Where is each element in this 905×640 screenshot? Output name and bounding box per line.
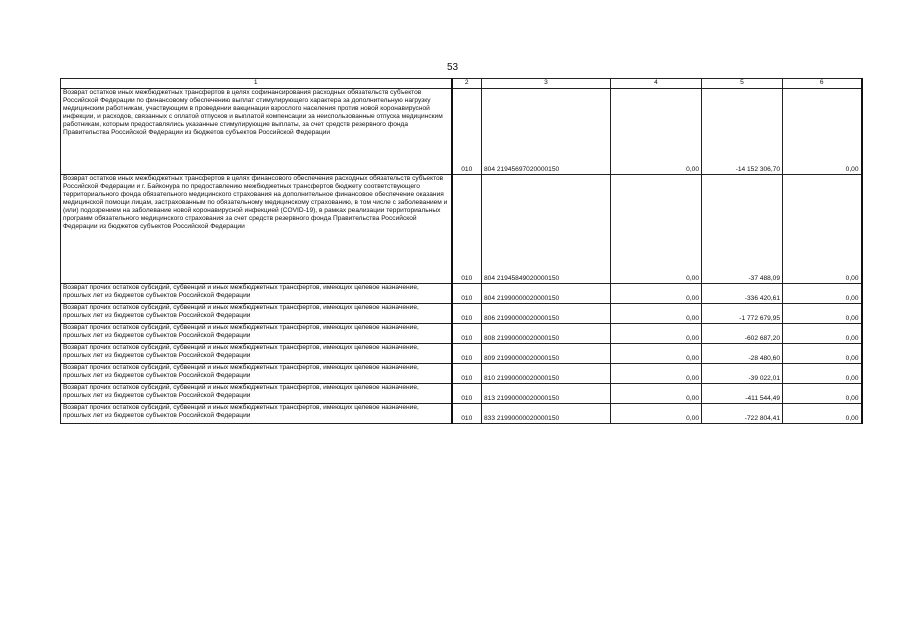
row-line-code: 010 bbox=[452, 175, 482, 284]
row-line-code: 010 bbox=[452, 344, 482, 364]
row-col4-value: 0,00 bbox=[611, 89, 702, 175]
row-col6-value: 0,00 bbox=[783, 364, 862, 384]
row-description: Возврат остатков иных межбюджетных трансфертов в целях финансового обеспечения расходных обязательств субъектов Российской Федерации и г. Байконура по предоставлению межбюджетных трансфертов бюджету соответствующего территориального фонда обязательного медицинского страхования на дополнительное финансовое обеспечение оказания медицинской помощи лицам, застрахованным по обязательному медицинскому страхованию, в том числе с заболеванием и (или) подозрением на заболевание новой коронавирусной инфекцией (COVID-19), в рамках реализации территориальных программ обязательного медицинского страхования за счет средств резервного фонда Правительства Российской Федерации из бюджетов субъектов Российской Федерации bbox=[61, 175, 452, 284]
row-col5-value: -28 480,60 bbox=[702, 344, 783, 364]
row-col6-value: 0,00 bbox=[783, 404, 862, 424]
row-budget-code: 833 21990000020000150 bbox=[482, 404, 611, 424]
row-col6-value: 0,00 bbox=[783, 284, 862, 304]
table-row bbox=[61, 284, 862, 304]
row-description: Возврат прочих остатков субсидий, субвенций и иных межбюджетных трансфертов, имеющих целевое назначение, прошлых лет из бюджетов субъектов Российской Федерации bbox=[61, 304, 452, 324]
row-col5-value: -39 022,01 bbox=[702, 364, 783, 384]
row-col5-value: -722 804,41 bbox=[702, 404, 783, 424]
header-col-1: 1 bbox=[61, 79, 452, 89]
table-row bbox=[61, 384, 862, 404]
row-col4-value: 0,00 bbox=[611, 175, 702, 284]
row-line-code: 010 bbox=[452, 404, 482, 424]
header-col-6: 6 bbox=[783, 79, 862, 89]
row-budget-code: 813 21990000020000150 bbox=[482, 384, 611, 404]
row-col5-value: -14 152 306,70 bbox=[702, 89, 783, 175]
row-line-code: 010 bbox=[452, 284, 482, 304]
row-col5-value: -1 772 679,95 bbox=[702, 304, 783, 324]
row-col5-value: -602 687,20 bbox=[702, 324, 783, 344]
row-description: Возврат прочих остатков субсидий, субвенций и иных межбюджетных трансфертов, имеющих целевое назначение, прошлых лет из бюджетов субъектов Российской Федерации bbox=[61, 364, 452, 384]
row-description: Возврат прочих остатков субсидий, субвенций и иных межбюджетных трансфертов, имеющих целевое назначение, прошлых лет из бюджетов субъектов Российской Федерации bbox=[61, 384, 452, 404]
row-col4-value: 0,00 bbox=[611, 304, 702, 324]
table-row bbox=[61, 175, 862, 284]
row-col4-value: 0,00 bbox=[611, 344, 702, 364]
header-row bbox=[61, 79, 862, 89]
row-line-code: 010 bbox=[452, 89, 482, 175]
row-col4-value: 0,00 bbox=[611, 324, 702, 344]
row-description: Возврат прочих остатков субсидий, субвенций и иных межбюджетных трансфертов, имеющих целевое назначение, прошлых лет из бюджетов субъектов Российской Федерации bbox=[61, 344, 452, 364]
row-line-code: 010 bbox=[452, 364, 482, 384]
row-line-code: 010 bbox=[452, 304, 482, 324]
table-row bbox=[61, 324, 862, 344]
header-col-4: 4 bbox=[611, 79, 702, 89]
row-description: Возврат прочих остатков субсидий, субвенций и иных межбюджетных трансфертов, имеющих целевое назначение, прошлых лет из бюджетов субъектов Российской Федерации bbox=[61, 324, 452, 344]
page-number: 53 bbox=[446, 62, 459, 73]
row-col4-value: 0,00 bbox=[611, 404, 702, 424]
row-col4-value: 0,00 bbox=[611, 384, 702, 404]
row-description: Возврат остатков иных межбюджетных трансфертов в целях софинансирования расходных обязательств субъектов Российской Федерации по финансовому обеспечению выплат стимулирующего характера за дополнительную нагрузку медицинским работникам, участвующим в проведении вакцинации взрослого населения против новой коронавирусной инфекции, и расходов, связанных с оплатой отпусков и выплатой компенсации за неиспользованные отпуска медицинским работникам, которым предоставлялись указанные стимулирующие выплаты, за счет средств резервного фонда Правительства Российской Федерации из бюджетов субъектов Российской Федерации bbox=[61, 89, 452, 175]
row-col5-value: -336 420,61 bbox=[702, 284, 783, 304]
row-description: Возврат прочих остатков субсидий, субвенций и иных межбюджетных трансфертов, имеющих целевое назначение, прошлых лет из бюджетов субъектов Российской Федерации bbox=[61, 284, 452, 304]
report-table bbox=[60, 78, 863, 424]
header-col-3: 3 bbox=[482, 79, 611, 89]
table-row bbox=[61, 364, 862, 384]
row-line-code: 010 bbox=[452, 324, 482, 344]
table-row bbox=[61, 404, 862, 424]
row-budget-code: 804 21945849020000150 bbox=[482, 175, 611, 284]
row-col4-value: 0,00 bbox=[611, 364, 702, 384]
row-budget-code: 804 21945697020000150 bbox=[482, 89, 611, 175]
table-row bbox=[61, 344, 862, 364]
row-col6-value: 0,00 bbox=[783, 324, 862, 344]
header-col-2: 2 bbox=[452, 79, 482, 89]
row-col4-value: 0,00 bbox=[611, 284, 702, 304]
row-description: Возврат прочих остатков субсидий, субвенций и иных межбюджетных трансфертов, имеющих целевое назначение, прошлых лет из бюджетов субъектов Российской Федерации bbox=[61, 404, 452, 424]
row-col6-value: 0,00 bbox=[783, 344, 862, 364]
table-row bbox=[61, 89, 862, 175]
row-col6-value: 0,00 bbox=[783, 384, 862, 404]
table-row bbox=[61, 304, 862, 324]
row-col5-value: -411 544,49 bbox=[702, 384, 783, 404]
row-col6-value: 0,00 bbox=[783, 304, 862, 324]
header-col-5: 5 bbox=[702, 79, 783, 89]
row-budget-code: 810 21990000020000150 bbox=[482, 364, 611, 384]
row-col6-value: 0,00 bbox=[783, 175, 862, 284]
row-budget-code: 806 21990000020000150 bbox=[482, 304, 611, 324]
row-col5-value: -37 488,09 bbox=[702, 175, 783, 284]
row-budget-code: 804 21990000020000150 bbox=[482, 284, 611, 304]
row-budget-code: 808 21990000020000150 bbox=[482, 324, 611, 344]
row-budget-code: 809 21990000020000150 bbox=[482, 344, 611, 364]
row-line-code: 010 bbox=[452, 384, 482, 404]
row-col6-value: 0,00 bbox=[783, 89, 862, 175]
